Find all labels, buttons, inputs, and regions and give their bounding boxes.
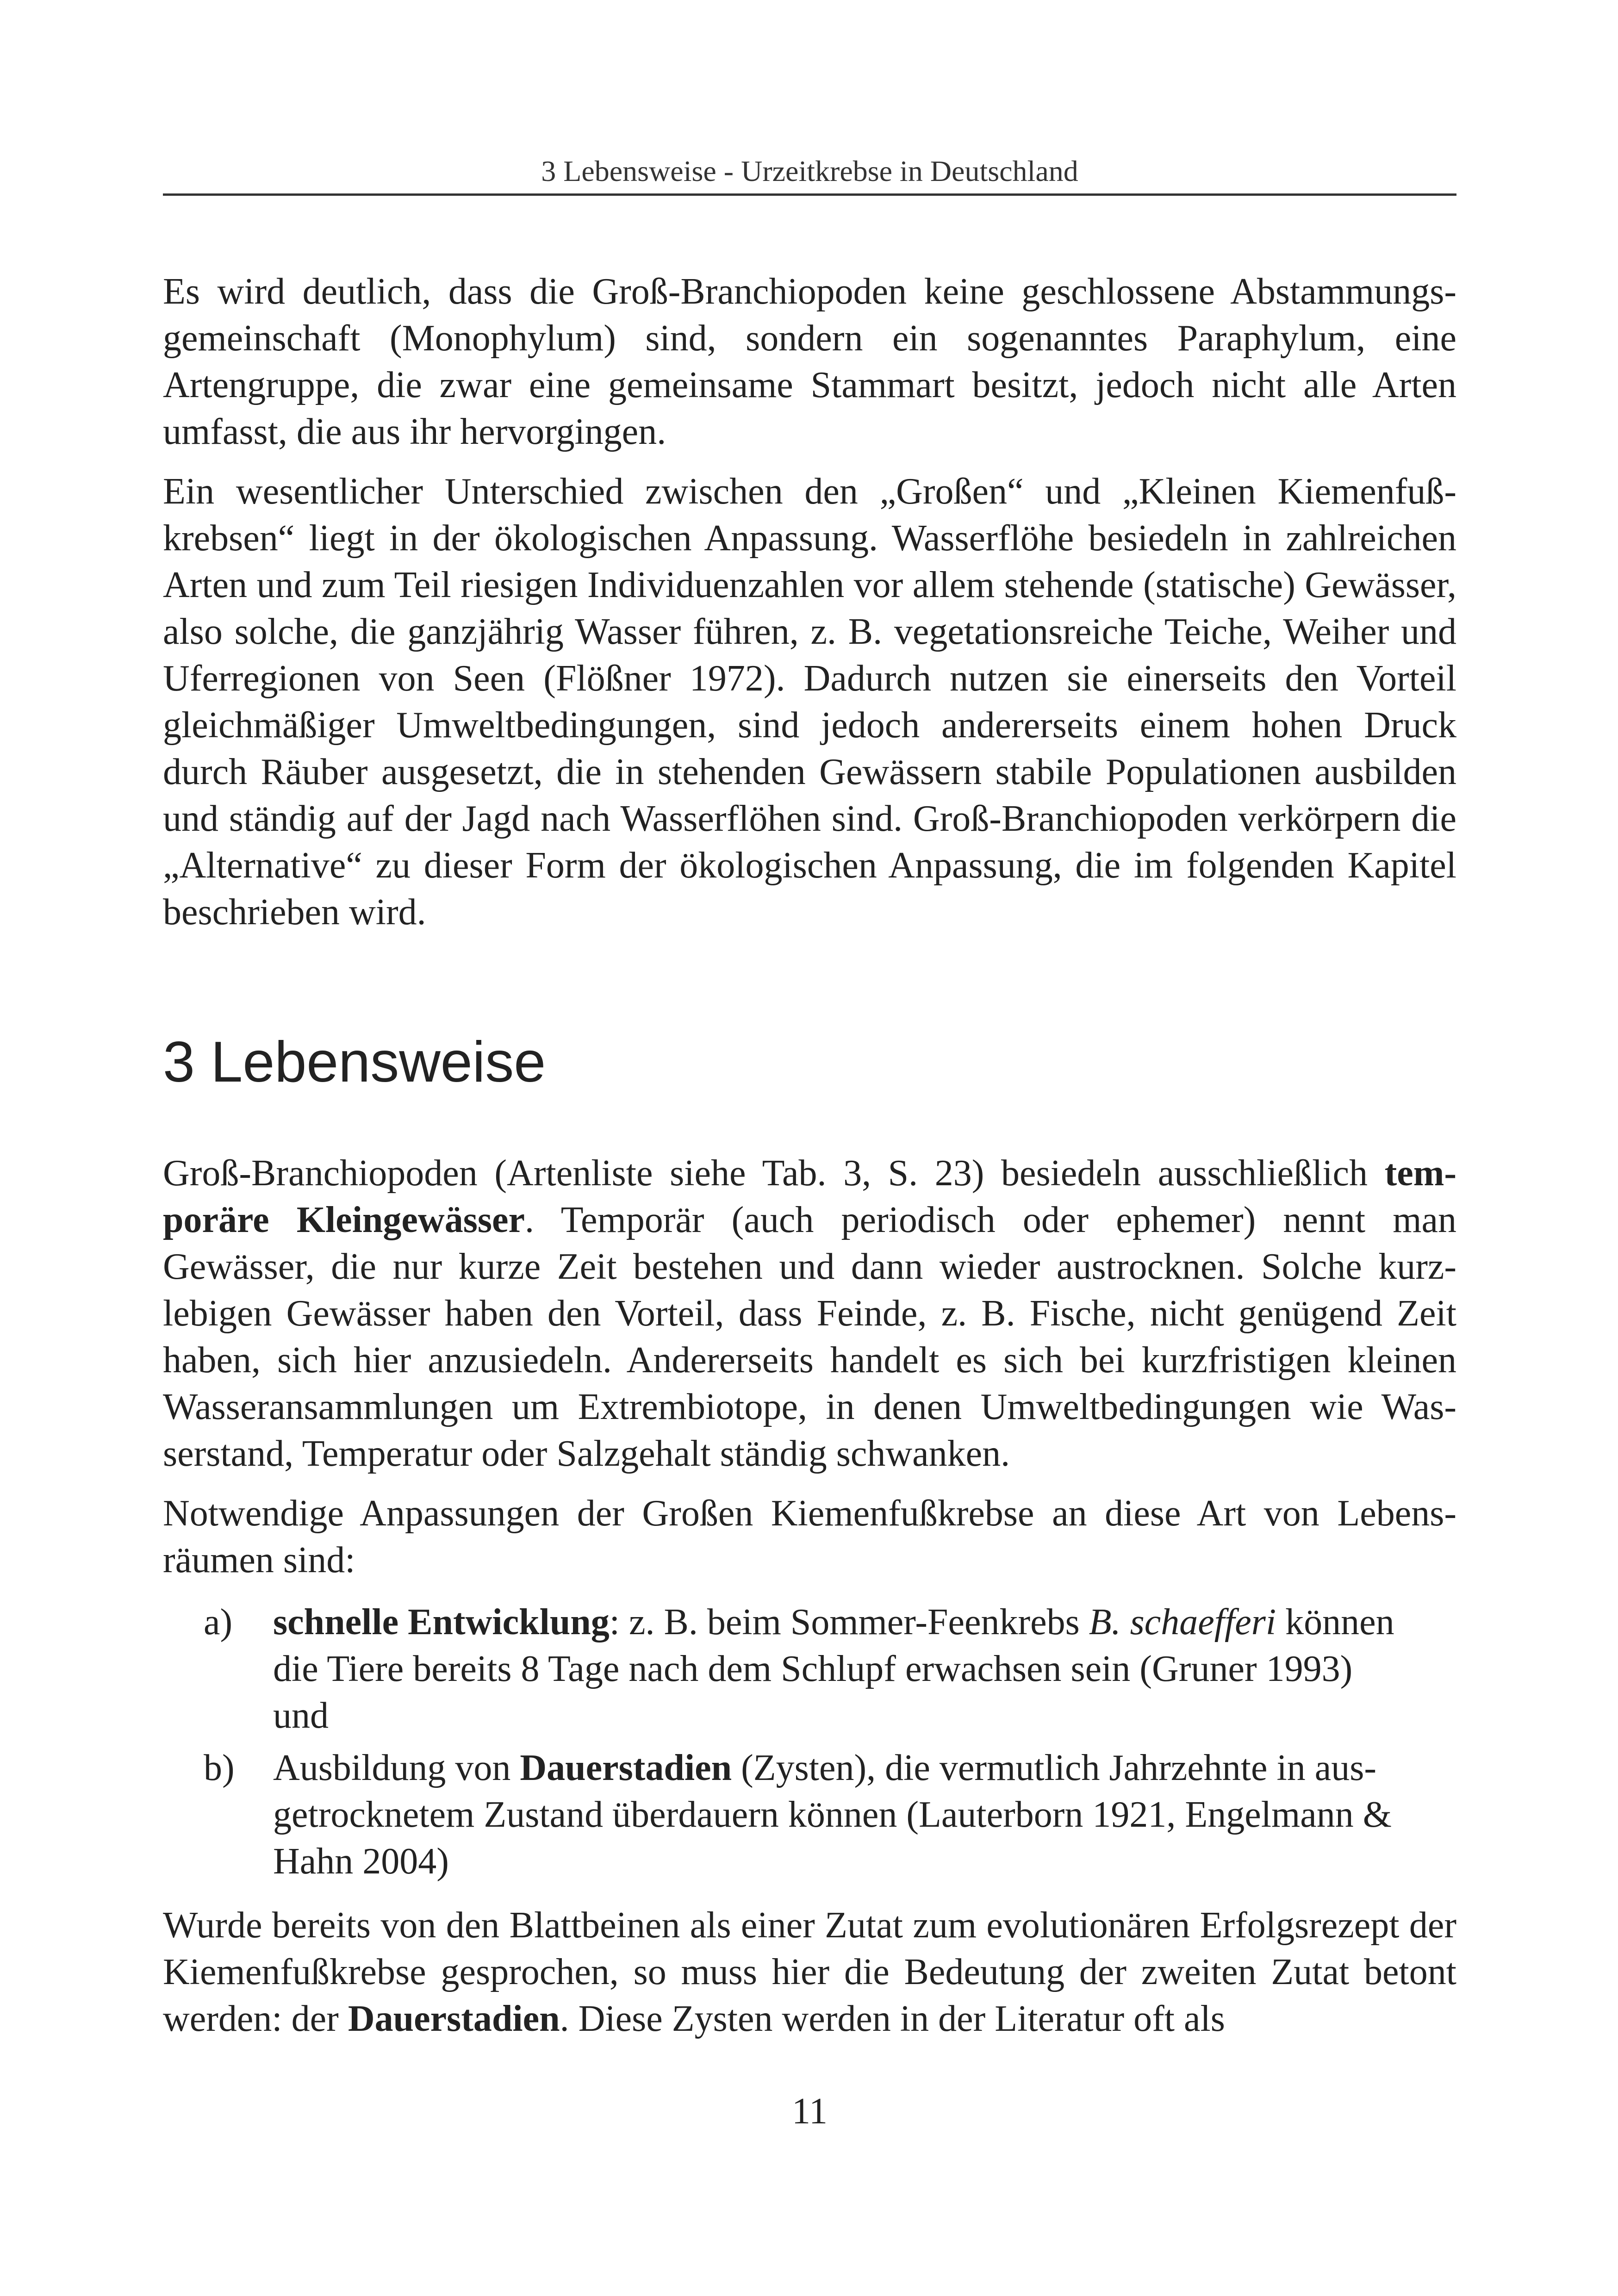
- paragraph-temporary-waters: [163, 1150, 1456, 1477]
- list-marker: b): [204, 1748, 235, 1788]
- list-marker: a): [204, 1602, 233, 1643]
- page-number: 11: [791, 2091, 828, 2132]
- emphasis-bold: Dauerstadien: [348, 1998, 560, 2039]
- closing-paragraph-block: [163, 1902, 1456, 2042]
- list-item-a: [204, 1599, 1416, 1739]
- paragraph-text: Groß-Branchiopoden (Artenliste siehe Tab. 3, S. 23) besiedeln ausschließlich: [163, 1153, 1385, 1194]
- list-item-b: [204, 1745, 1416, 1885]
- paragraph-text: Wurde bereits von den Blattbeinen als einer Zutat zum evolutionären Erfolgsrezept der Kiemenfußkrebse gesprochen, so muss hier die Bedeutung der zweiten Zutat betont werden: der: [163, 1905, 1456, 2039]
- emphasis-bold: schnelle Entwicklung: [273, 1602, 610, 1643]
- intro-paragraphs: [163, 268, 1456, 936]
- emphasis-bold: temporäre Kleingewässer: [163, 1153, 1456, 1240]
- paragraph-paraphylum: Es wird deutlich, dass die Groß-Branchiopoden keine geschlossene Abstammungsgemeinschaft (Monophylum) sind, sondern ein sogenanntes Paraphylum, eine Artengruppe, die zwar eine gemeinsame Stammart besitzt, jedoch nicht alle Arten umfasst, die aus ihr hervorgingen.: [163, 271, 1456, 452]
- list-text: können die Tiere bereits 8 Tage nach dem Schlupf erwachsen sein (Gruner 1993) und: [273, 1602, 1394, 1736]
- list-item-text: [273, 1745, 1416, 1885]
- paragraph-cysts: [163, 1902, 1456, 2042]
- paragraph-ecological-adaptation: Ein wesentlicher Unterschied zwischen den „Großen“ und „Kleinen Kiemenfußkrebsen“ liegt in der ökologischen Anpassung. Wasserflöhe besiedeln in zahlreichen Arten und zum Teil riesigen Individuenzahlen vor allem stehende (statische) Gewässer, also solche, die ganzjährig Wasser führen, z. B. vegetationsreiche Teiche, Weiher und Uferregionen von Seen (Flößner 1972). Dadurch nutzen sie einerseits den Vorteil gleichmäßiger Umweltbedingungen, sind jedoch andererseits einem hohen Druck durch Räuber ausgesetzt, die in stehenden Gewässern stabile Populationen ausbilden und ständig auf der Jagd nach Wasserflöhen sind. Groß-Branchiopoden verkörpern die „Alternative“ zu dieser Form der ökologischen Anpassung, die im folgenden Kapitel beschrieben wird.: [163, 471, 1456, 933]
- paragraph-adaptations-intro: Notwendige Anpassungen der Großen Kiemenfußkrebse an diese Art von Lebensräumen sind:: [163, 1493, 1456, 1580]
- paragraph-text: . Diese Zysten werden in der Literatur oft als: [560, 1998, 1225, 2039]
- list-text: (Zysten), die vermutlich Jahrzehnte in ausgetrocknetem Zustand überdauern können (Lauterborn 1921, Engelmann & Hahn 2004): [273, 1748, 1392, 1882]
- list-item-text: [273, 1599, 1416, 1739]
- emphasis-bold: Dauerstadien: [520, 1748, 732, 1788]
- section-paragraphs: [163, 1150, 1456, 1584]
- species-name: B. schaefferi: [1089, 1602, 1276, 1643]
- header-rule: [163, 193, 1456, 196]
- list-text: : z. B. beim Sommer-Feenkrebs: [609, 1602, 1089, 1643]
- list-text: Ausbildung von: [273, 1748, 520, 1788]
- paragraph-text: . Temporär (auch periodisch oder ephemer) nennt man Gewässer, die nur kurze Zeit bestehen und dann wieder austrocknen. Solche kurzlebigen Gewässer haben den Vorteil, dass Feinde, z. B. Fische, nicht genügend Zeit haben, sich hier anzusiedeln. Andererseits handelt es sich bei kurzfristigen kleinen Wasseransammlungen um Extrembiotope, in denen Umweltbedingungen wie Wasserstand, Temperatur oder Salzgehalt ständig schwanken.: [163, 1200, 1457, 1474]
- running-head: 3 Lebensweise - Urzeitkrebse in Deutschland: [541, 155, 1078, 187]
- section-title: 3 Lebensweise: [163, 1030, 546, 1094]
